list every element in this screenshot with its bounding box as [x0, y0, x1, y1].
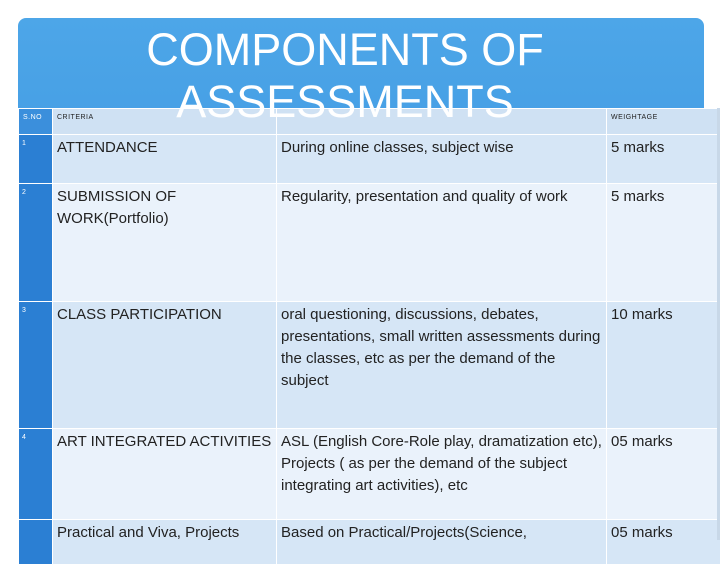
row-number: 2	[19, 184, 53, 302]
header-weightage: WEIGHTAGE	[607, 109, 720, 135]
row-weightage: 5 marks	[607, 184, 720, 302]
row-number: 3	[19, 302, 53, 429]
row-number	[19, 520, 53, 565]
row-details: Based on Practical/Projects(Science,	[277, 520, 607, 565]
row-criteria: ART INTEGRATED ACTIVITIES	[53, 429, 277, 520]
row-details: ASL (English Core-Role play, dramatization etc), Projects ( as per the demand of the subject integrating art activities), etc	[277, 429, 607, 520]
row-criteria: ATTENDANCE	[53, 135, 277, 184]
row-weightage: 05 marks	[607, 520, 720, 565]
row-details: oral questioning, discussions, debates, presentations, small written assessments during the classes, etc as per the demand of the subject	[277, 302, 607, 429]
assessment-table	[18, 108, 720, 565]
row-details: Regularity, presentation and quality of work	[277, 184, 607, 302]
table-row	[19, 520, 720, 565]
row-number: 4	[19, 429, 53, 520]
row-criteria: CLASS PARTICIPATION	[53, 302, 277, 429]
row-weightage: 5 marks	[607, 135, 720, 184]
table-row	[19, 135, 720, 184]
row-criteria: SUBMISSION OF WORK(Portfolio)	[53, 184, 277, 302]
slide-title: COMPONENTS OF ASSESSMENTS	[120, 24, 570, 128]
row-weightage: 05 marks	[607, 429, 720, 520]
row-weightage: 10 marks	[607, 302, 720, 429]
header-criteria: CRITERIA	[53, 109, 277, 135]
table-row	[19, 184, 720, 302]
row-criteria: Practical and Viva, Projects	[53, 520, 277, 565]
header-sno: S.NO	[19, 109, 53, 135]
table-row	[19, 429, 720, 520]
row-details: During online classes, subject wise	[277, 135, 607, 184]
table-row	[19, 302, 720, 429]
row-number: 1	[19, 135, 53, 184]
